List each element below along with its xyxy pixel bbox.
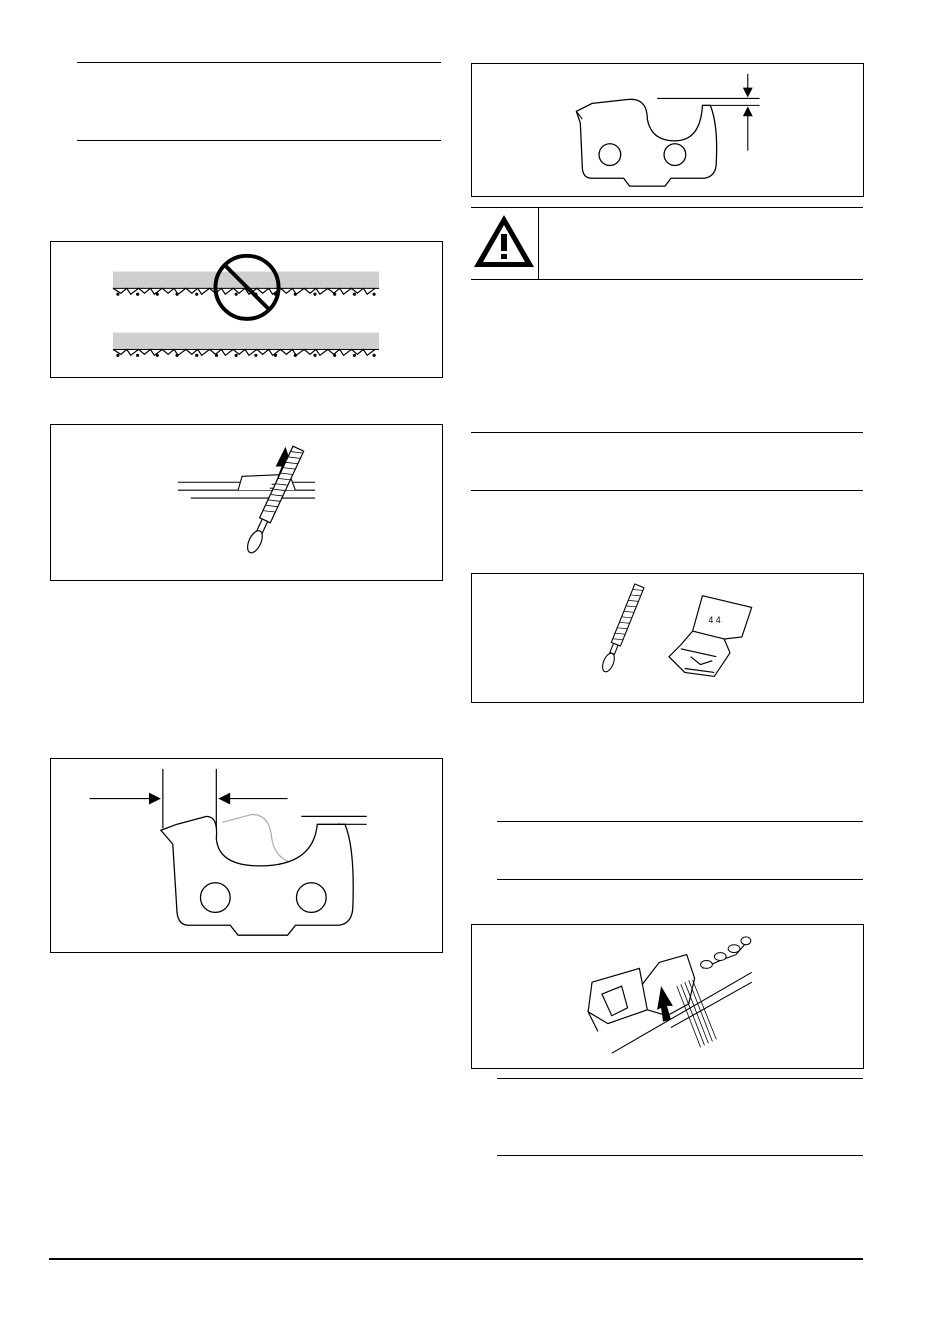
- figure-depth-gauge-setting: [471, 63, 864, 197]
- note4-rule-top: [497, 1078, 863, 1079]
- note3-rule-bottom: [497, 879, 863, 880]
- chain-figure-svg: [51, 242, 442, 377]
- note2-rule-bottom: [471, 490, 863, 491]
- warning-rule-top: [471, 207, 863, 208]
- note4-rule-bottom: [497, 1155, 863, 1156]
- depth-gauge-svg: [472, 64, 863, 196]
- cutter-figure-svg: [51, 759, 442, 952]
- tool-on-chain-svg: [472, 925, 863, 1068]
- note3-rule-top: [497, 821, 863, 822]
- note-rule-top: [77, 62, 441, 63]
- file-icon: [600, 584, 644, 674]
- figure-file-and-depth-gauge-tool: [471, 573, 864, 703]
- depth-gauge-tool-icon: [588, 955, 695, 1032]
- warning-rule-vertical: [538, 207, 539, 279]
- warning-rule-bottom: [471, 279, 863, 280]
- figure-chain-correct-incorrect: [50, 241, 443, 378]
- warning-triangle-icon: [472, 212, 536, 270]
- depth-gauge-tool-icon: [669, 596, 752, 677]
- tools-svg: [472, 574, 863, 702]
- cutter-tooth-icon: [161, 816, 353, 935]
- svg-text:4 4: 4 4: [708, 615, 721, 626]
- file-icon: [245, 446, 304, 555]
- chain-links-top: [113, 288, 379, 294]
- figure-file-depth-gauge: [50, 424, 443, 581]
- note-rule-bottom: [77, 140, 441, 141]
- figure-cutter-top-plate-length: [50, 758, 443, 953]
- figure-depth-gauge-tool-on-chain: [471, 924, 864, 1069]
- note2-rule-top: [471, 432, 863, 433]
- footer-rule: [49, 1258, 863, 1260]
- file-figure-svg: [51, 425, 442, 580]
- prohibited-sign-icon: [215, 256, 278, 319]
